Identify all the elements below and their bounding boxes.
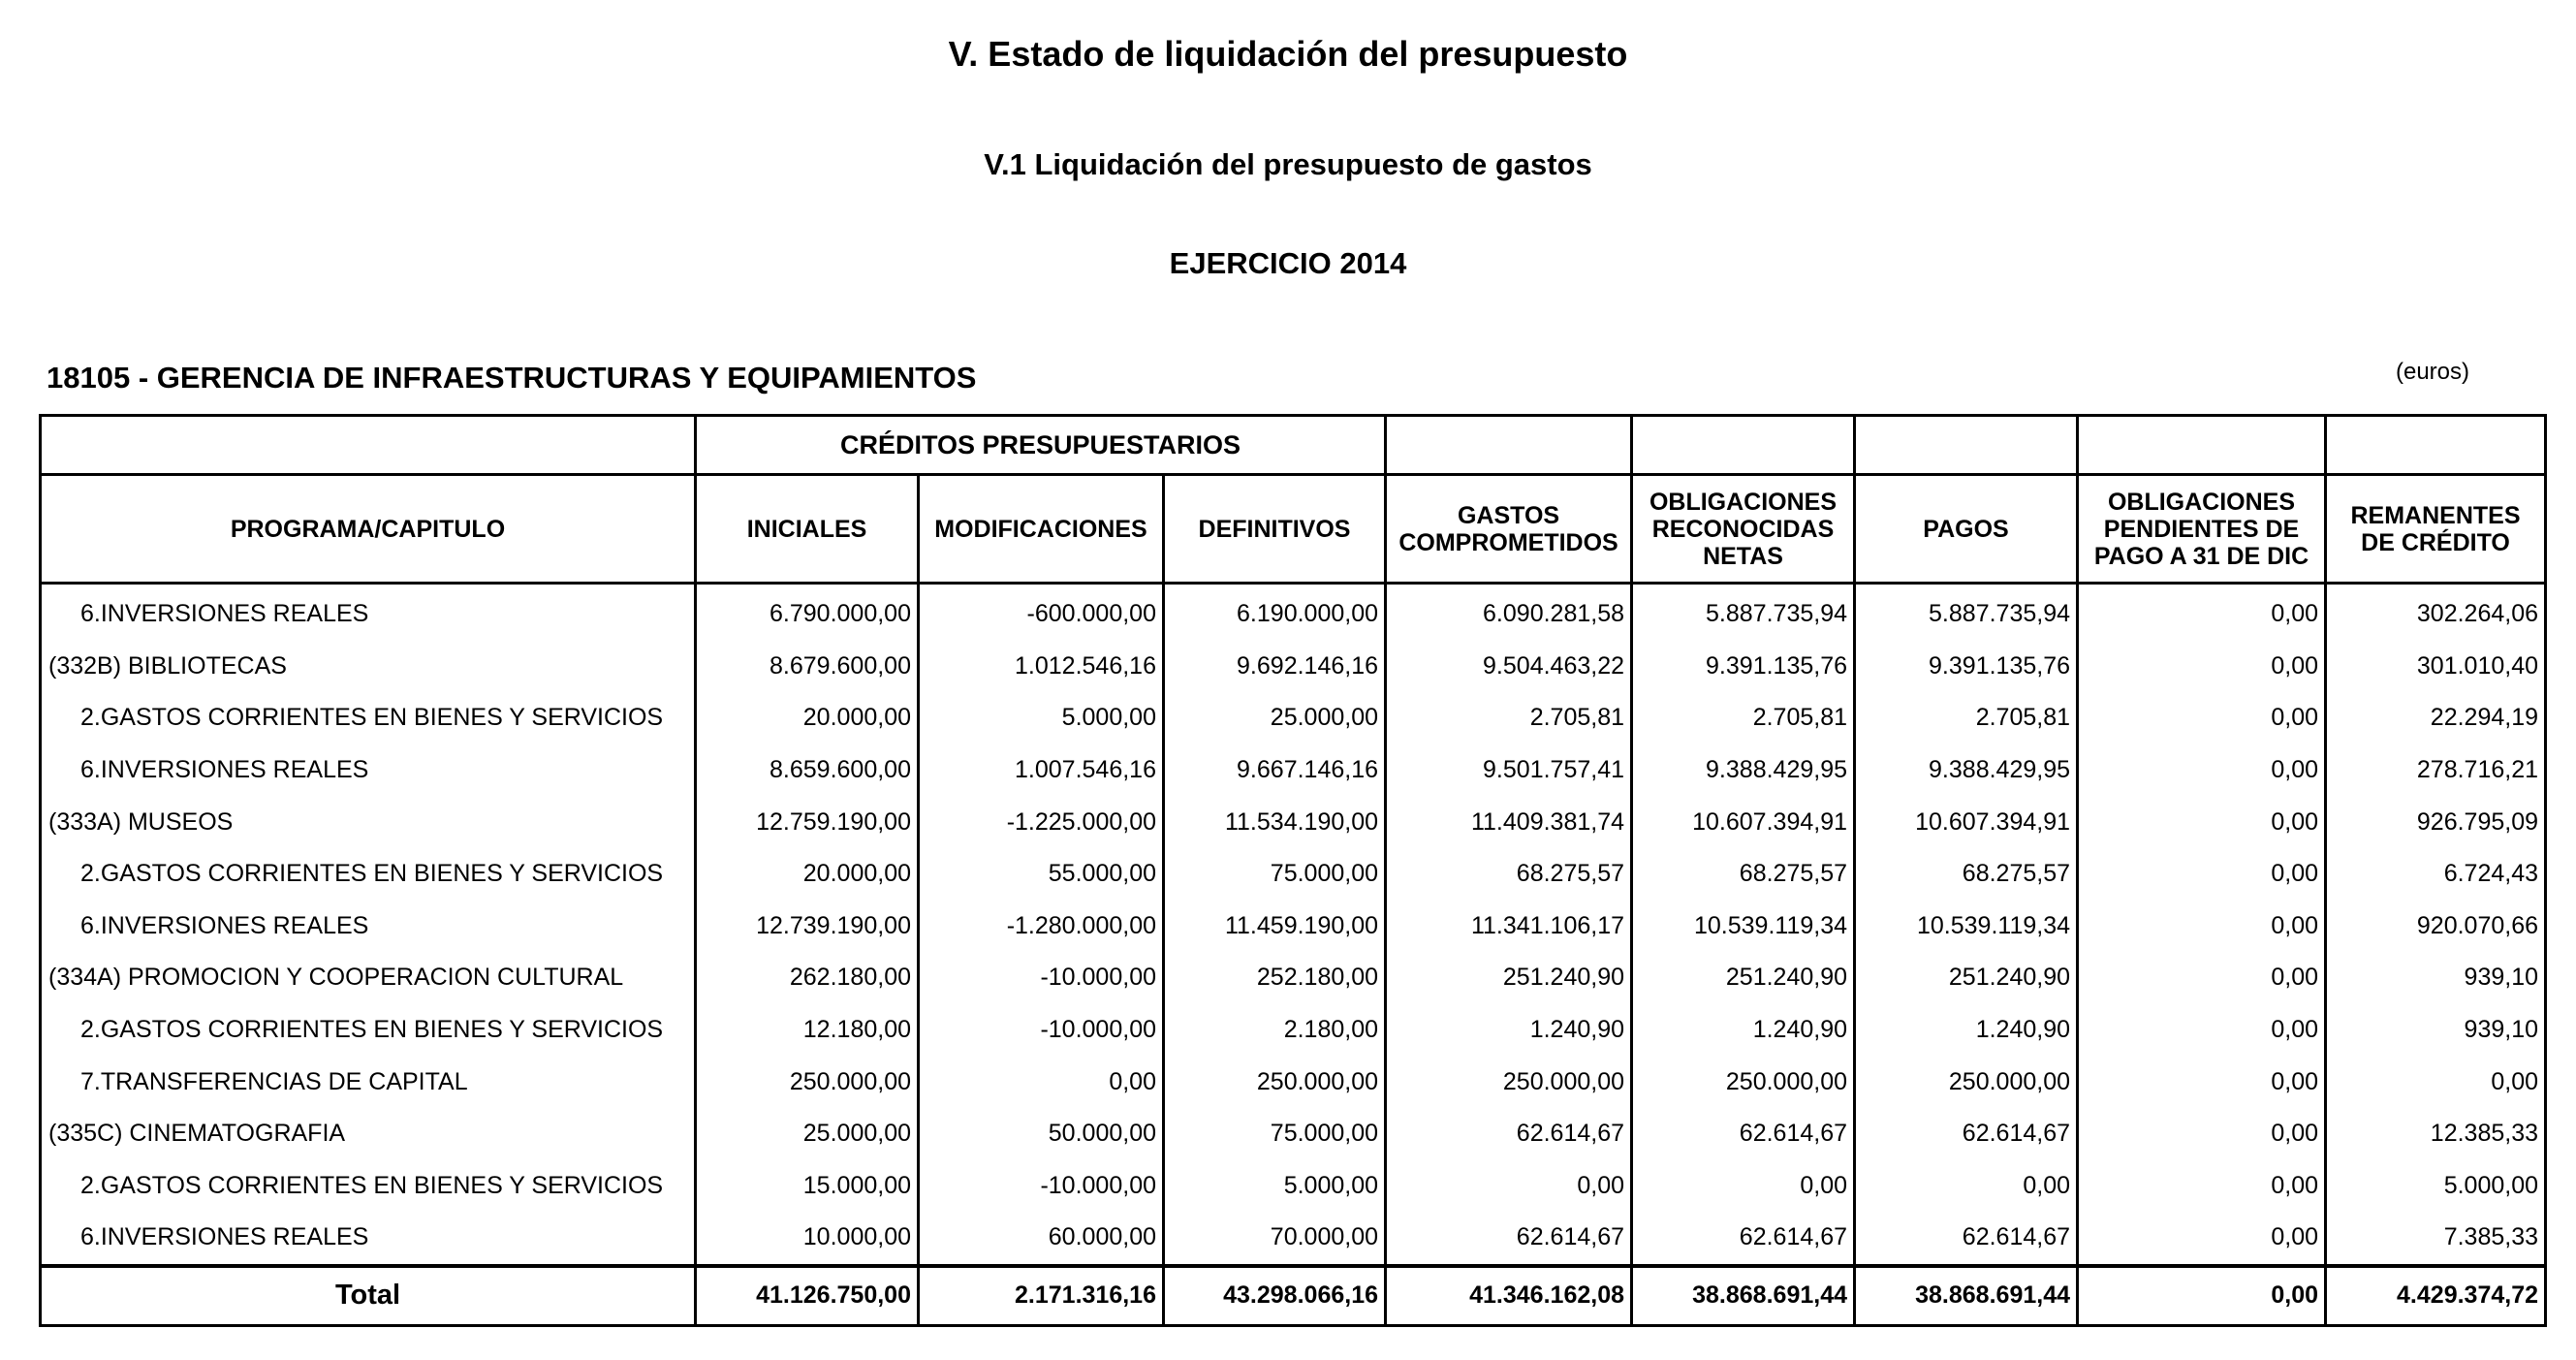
table-cell: 9.501.757,41 [1386,744,1632,797]
table-cell: -10.000,00 [919,952,1164,1004]
table-cell: 62.614,67 [1855,1212,2078,1266]
table-cell: 20.000,00 [696,692,919,744]
total-cell: 38.868.691,44 [1855,1266,2078,1326]
table-cell: 0,00 [2078,1212,2326,1266]
table-cell: 9.388.429,95 [1632,744,1855,797]
row-label: 6.INVERSIONES REALES [41,584,696,641]
table-cell: 250.000,00 [1164,1056,1386,1108]
table-cell: 68.275,57 [1855,848,2078,901]
group-header-empty [1632,416,1855,475]
table-cell: 0,00 [1386,1160,1632,1213]
table-cell: 0,00 [2078,744,2326,797]
table-cell: 0,00 [2078,952,2326,1004]
table-cell: 25.000,00 [1164,692,1386,744]
table-cell: 0,00 [2078,692,2326,744]
row-label: (333A) MUSEOS [41,796,696,848]
table-cell: 12.180,00 [696,1004,919,1057]
table-cell: 12.759.190,00 [696,796,919,848]
table-row [41,584,2546,641]
table-cell: 62.614,67 [1386,1108,1632,1160]
table-cell: 0,00 [2326,1056,2546,1108]
column-header: OBLIGACIONES PENDIENTES DE PAGO A 31 DE DIC [2078,475,2326,584]
column-header: PAGOS [1855,475,2078,584]
column-header: GASTOS COMPROMETIDOS [1386,475,1632,584]
table-cell: 12.739.190,00 [696,901,919,953]
group-header-empty [2326,416,2546,475]
table-cell: 0,00 [919,1056,1164,1108]
table-cell: 10.607.394,91 [1855,796,2078,848]
table-cell: 75.000,00 [1164,848,1386,901]
table-cell: -10.000,00 [919,1160,1164,1213]
table-cell: 7.385,33 [2326,1212,2546,1266]
total-row [41,1266,2546,1326]
table-cell: 55.000,00 [919,848,1164,901]
table-cell: 5.887.735,94 [1855,584,2078,641]
table-cell: 10.539.119,34 [1855,901,2078,953]
table-cell: 8.659.600,00 [696,744,919,797]
table-cell: 1.240,90 [1632,1004,1855,1057]
page-subtitle: V.1 Liquidación del presupuesto de gastos [984,147,1592,181]
total-cell: 4.429.374,72 [2326,1266,2546,1326]
table-cell: 250.000,00 [696,1056,919,1108]
table-cell: 5.000,00 [919,692,1164,744]
table-row [41,641,2546,693]
table-row [41,796,2546,848]
table-cell: 9.391.135,76 [1632,641,1855,693]
table-cell: 68.275,57 [1632,848,1855,901]
table-row [41,952,2546,1004]
total-cell: 38.868.691,44 [1632,1266,1855,1326]
column-header: OBLIGACIONES RECONOCIDAS NETAS [1632,475,1855,584]
column-header: INICIALES [696,475,919,584]
table-cell: 68.275,57 [1386,848,1632,901]
table-cell: 251.240,90 [1855,952,2078,1004]
row-label: (332B) BIBLIOTECAS [41,641,696,693]
group-header-creditos: CRÉDITOS PRESUPUESTARIOS [696,416,1386,475]
entity-heading: 18105 - GERENCIA DE INFRAESTRUCTURAS Y EQUIPAMIENTOS [47,361,977,395]
row-label: 2.GASTOS CORRIENTES EN BIENES Y SERVICIOS [41,692,696,744]
total-label: Total [41,1266,696,1326]
table-cell: 0,00 [2078,1004,2326,1057]
table-cell: 2.705,81 [1632,692,1855,744]
total-cell: 43.298.066,16 [1164,1266,1386,1326]
row-label: (335C) CINEMATOGRAFIA [41,1108,696,1160]
group-header-empty [1855,416,2078,475]
table-cell: 22.294,19 [2326,692,2546,744]
group-header-row [41,416,2546,475]
table-cell: 1.012.546,16 [919,641,1164,693]
page-title: V. Estado de liquidación del presupuesto [948,34,1628,74]
column-header: REMANENTES DE CRÉDITO [2326,475,2546,584]
table-cell: 62.614,67 [1632,1108,1855,1160]
table-cell: 251.240,90 [1386,952,1632,1004]
table-cell: 939,10 [2326,952,2546,1004]
table-cell: 5.000,00 [2326,1160,2546,1213]
table-cell: 0,00 [2078,1056,2326,1108]
table-row [41,1160,2546,1213]
table-cell: 9.692.146,16 [1164,641,1386,693]
row-label: (334A) PROMOCION Y COOPERACION CULTURAL [41,952,696,1004]
table-cell: 20.000,00 [696,848,919,901]
table-cell: 920.070,66 [2326,901,2546,953]
table-cell: 0,00 [2078,901,2326,953]
table-cell: 11.409.381,74 [1386,796,1632,848]
table-cell: 0,00 [2078,796,2326,848]
table-cell: 9.504.463,22 [1386,641,1632,693]
table-cell: -1.225.000,00 [919,796,1164,848]
table-cell: 75.000,00 [1164,1108,1386,1160]
table-cell: 1.240,90 [1386,1004,1632,1057]
table-cell: 250.000,00 [1386,1056,1632,1108]
table-cell: 2.705,81 [1855,692,2078,744]
column-header-row [41,475,2546,584]
table-cell: 926.795,09 [2326,796,2546,848]
group-header-empty [2078,416,2326,475]
table-cell: 250.000,00 [1855,1056,2078,1108]
table-cell: 0,00 [2078,641,2326,693]
group-header-empty [1386,416,1632,475]
units-label: (euros) [2395,359,2470,385]
row-label: 2.GASTOS CORRIENTES EN BIENES Y SERVICIOS [41,1004,696,1057]
total-cell: 41.126.750,00 [696,1266,919,1326]
table-row [41,1056,2546,1108]
table-cell: 10.607.394,91 [1632,796,1855,848]
table-cell: 0,00 [2078,848,2326,901]
row-label: 2.GASTOS CORRIENTES EN BIENES Y SERVICIOS [41,1160,696,1213]
table-row [41,901,2546,953]
table-cell: -600.000,00 [919,584,1164,641]
table-cell: 302.264,06 [2326,584,2546,641]
table-cell: 6.724,43 [2326,848,2546,901]
column-header: MODIFICACIONES [919,475,1164,584]
table-cell: 6.790.000,00 [696,584,919,641]
table-row [41,848,2546,901]
table-cell: -1.280.000,00 [919,901,1164,953]
table-cell: 251.240,90 [1632,952,1855,1004]
table-cell: 1.240,90 [1855,1004,2078,1057]
group-header-empty [41,416,696,475]
table-cell: 11.534.190,00 [1164,796,1386,848]
table-cell: 15.000,00 [696,1160,919,1213]
table-cell: 5.000,00 [1164,1160,1386,1213]
table-cell: 278.716,21 [2326,744,2546,797]
table-cell: 11.341.106,17 [1386,901,1632,953]
table-cell: 50.000,00 [919,1108,1164,1160]
table-row [41,1212,2546,1266]
table-cell: 8.679.600,00 [696,641,919,693]
table-cell: 262.180,00 [696,952,919,1004]
total-cell: 0,00 [2078,1266,2326,1326]
table-cell: 9.391.135,76 [1855,641,2078,693]
table-cell: 0,00 [1632,1160,1855,1213]
column-header: DEFINITIVOS [1164,475,1386,584]
table-cell: 60.000,00 [919,1212,1164,1266]
table-cell: 0,00 [1855,1160,2078,1213]
table-cell: 10.539.119,34 [1632,901,1855,953]
row-label: 6.INVERSIONES REALES [41,744,696,797]
budget-table [39,414,2547,1327]
row-label: 6.INVERSIONES REALES [41,1212,696,1266]
total-cell: 2.171.316,16 [919,1266,1164,1326]
table-cell: 0,00 [2078,1160,2326,1213]
table-cell: 0,00 [2078,1108,2326,1160]
table-cell: 6.090.281,58 [1386,584,1632,641]
table-cell: 2.705,81 [1386,692,1632,744]
table-cell: 250.000,00 [1632,1056,1855,1108]
column-header: PROGRAMA/CAPITULO [41,475,696,584]
table-cell: 10.000,00 [696,1212,919,1266]
fiscal-year: EJERCICIO 2014 [1169,246,1407,280]
table-cell: 12.385,33 [2326,1108,2546,1160]
table-cell: -10.000,00 [919,1004,1164,1057]
table-body [41,584,2546,1266]
table-row [41,1108,2546,1160]
table-cell: 252.180,00 [1164,952,1386,1004]
table-cell: 62.614,67 [1386,1212,1632,1266]
table-row [41,692,2546,744]
table-cell: 1.007.546,16 [919,744,1164,797]
table-cell: 62.614,67 [1855,1108,2078,1160]
table-cell: 25.000,00 [696,1108,919,1160]
table-cell: 939,10 [2326,1004,2546,1057]
total-cell: 41.346.162,08 [1386,1266,1632,1326]
table-row [41,744,2546,797]
table-row [41,1004,2546,1057]
table-cell: 0,00 [2078,584,2326,641]
row-label: 7.TRANSFERENCIAS DE CAPITAL [41,1056,696,1108]
table-cell: 5.887.735,94 [1632,584,1855,641]
table-cell: 9.667.146,16 [1164,744,1386,797]
table-cell: 6.190.000,00 [1164,584,1386,641]
table-cell: 11.459.190,00 [1164,901,1386,953]
table-cell: 62.614,67 [1632,1212,1855,1266]
table-cell: 301.010,40 [2326,641,2546,693]
table-cell: 2.180,00 [1164,1004,1386,1057]
table-cell: 9.388.429,95 [1855,744,2078,797]
row-label: 2.GASTOS CORRIENTES EN BIENES Y SERVICIOS [41,848,696,901]
row-label: 6.INVERSIONES REALES [41,901,696,953]
table-cell: 70.000,00 [1164,1212,1386,1266]
